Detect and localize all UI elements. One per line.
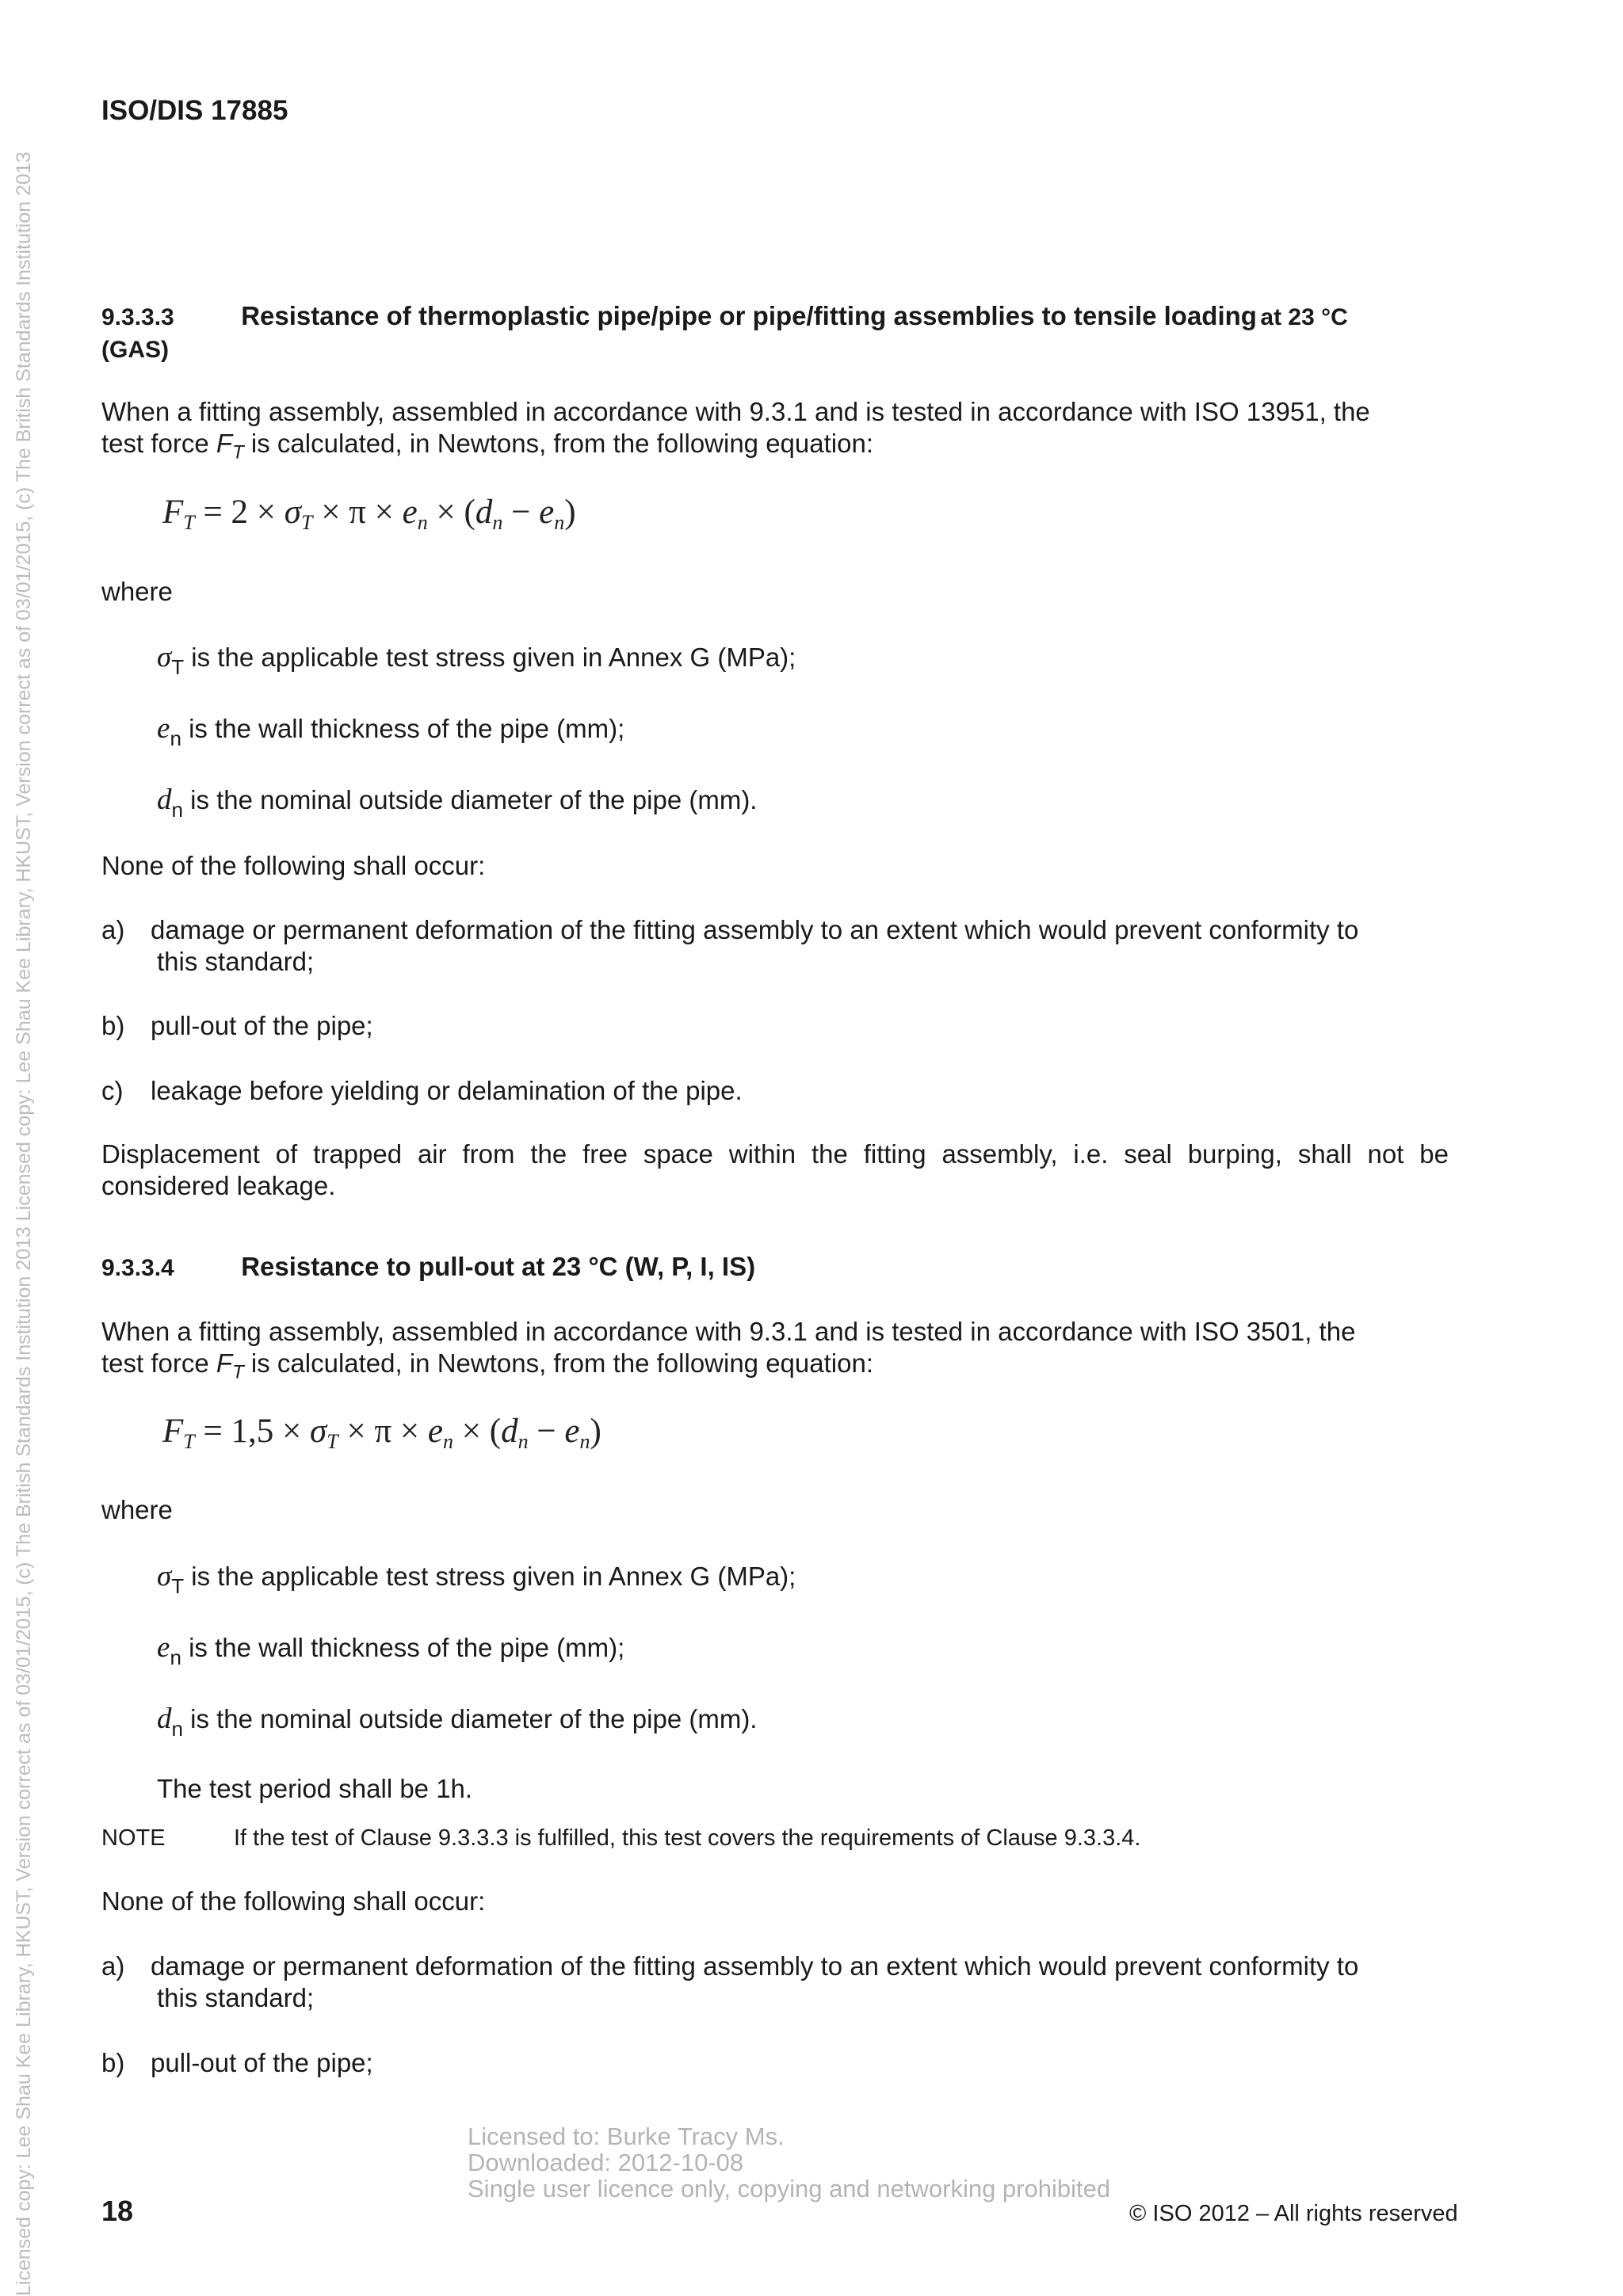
intro-text: test force (101, 429, 216, 458)
none-following: None of the following shall occur: (101, 851, 486, 880)
eq-lhs: F (162, 1413, 184, 1450)
test-period: The test period shall be 1h. (157, 1774, 473, 1803)
eq-d: d (501, 1413, 518, 1450)
document-id: ISO/DIS 17885 (101, 95, 288, 126)
def-text: is the wall thickness of the pipe (mm); (181, 714, 625, 743)
section-number: 9.3.3.4 (101, 1255, 174, 1281)
equation-1 (162, 493, 576, 535)
list-line: leakage before yielding or delamination of the pipe. (151, 1076, 743, 1105)
eq-sigma: σ (284, 494, 301, 531)
definition-e (157, 1631, 1504, 1669)
def-text: is the applicable test stress given in Annex G (MPa); (184, 643, 796, 672)
list-line: pull-out of the pipe; (151, 1011, 373, 1040)
eq-close: ) (564, 494, 576, 531)
def-text: is the applicable test stress given in Annex G (MPa); (184, 1562, 796, 1591)
intro-text-end: is calculated, in Newtons, from the following equation: (243, 429, 873, 458)
eq-e: e (427, 1413, 444, 1450)
eq-minus: − (511, 494, 531, 531)
eq-d: d (475, 494, 493, 531)
where-label: where (101, 577, 173, 606)
intro-line-2 (101, 428, 1449, 469)
eq-d-sub: n (517, 1430, 529, 1453)
license-line: Licensed to: Burke Tracy Ms. (468, 2122, 785, 2150)
eq-e2-sub: n (579, 1430, 590, 1453)
eq-e2-sub: n (554, 511, 565, 534)
definition-e (157, 712, 1504, 750)
equation-2 (162, 1412, 601, 1454)
displacement-paragraph (101, 1138, 1449, 1202)
var-F: $F_T$ (216, 1348, 244, 1383)
list-line: this standard; (157, 1983, 315, 2012)
def-sub: n (171, 798, 183, 822)
intro-text-end: is calculated, in Newtons, from the following equation: (243, 1348, 873, 1378)
def-text: is the wall thickness of the pipe (mm); (181, 1633, 625, 1662)
none-following: None of the following shall occur: (101, 1886, 486, 1916)
def-symbol: e (157, 712, 170, 745)
list-line: damage or permanent deformation of the fitting assembly to an extent which would prevent conformity to (151, 1951, 1359, 1981)
section-title-line2: (GAS) (101, 337, 169, 363)
intro-paragraph-2 (101, 1316, 1449, 1389)
copyright: © ISO 2012 – All rights reserved (1129, 2201, 1458, 2226)
note (101, 1824, 1449, 1852)
def-symbol: σ (157, 641, 172, 673)
list-item-c (101, 1075, 1449, 1107)
eq-equals: = 2 × (203, 494, 277, 531)
list-line: this standard; (157, 947, 315, 976)
eq-times-pi: × π × (346, 1413, 420, 1450)
intro-line-2 (101, 1348, 1449, 1389)
eq-e2: e (564, 1413, 580, 1450)
para-line: considered leakage. (101, 1171, 336, 1200)
note-label: NOTE (101, 1825, 166, 1851)
license-stamp (468, 2123, 1110, 2202)
eq-open: × ( (436, 494, 475, 531)
def-symbol: d (157, 784, 172, 816)
def-symbol: d (157, 1703, 172, 1735)
definition-sigma (157, 641, 1504, 679)
def-sub: n (171, 1717, 183, 1741)
eq-sigma-sub: T (300, 511, 313, 534)
eq-lhs-sub: T (183, 511, 195, 534)
eq-times-pi: × π × (321, 494, 394, 531)
def-sub: T (171, 655, 185, 679)
eq-sigma-sub: T (327, 1430, 338, 1453)
list-label: c) (101, 1076, 124, 1105)
list-line: damage or permanent deformation of the fitting assembly to an extent which would prevent conformity to (151, 915, 1359, 944)
eq-e: e (402, 494, 418, 531)
section-number: 9.3.3.3 (101, 304, 174, 330)
eq-e-sub: n (417, 511, 428, 534)
para-line: Displacement of trapped air from the free space within the fitting assembly, i.e. seal burping, shall not be (101, 1139, 1449, 1169)
list-text (151, 1951, 1450, 2014)
where-label: where (101, 1495, 173, 1524)
eq-equals: = 1,5 × (203, 1413, 302, 1450)
list-item-a (101, 1951, 1449, 2014)
def-sub: n (170, 1646, 181, 1669)
list-text (151, 914, 1450, 978)
eq-e-sub: n (443, 1430, 454, 1453)
list-label: b) (101, 2048, 125, 2077)
eq-d-sub: n (492, 511, 503, 534)
def-symbol: e (157, 1631, 170, 1664)
note-text: If the test of Clause 9.3.3.3 is fulfilled, this test covers the requirements of Clause 9.3.3.4. (234, 1825, 1141, 1851)
def-sub: n (170, 727, 181, 750)
license-line: Single user licence only, copying and networking prohibited (468, 2175, 1111, 2203)
list-line: pull-out of the pipe; (151, 2048, 373, 2077)
var-F: $F_T$ (216, 429, 244, 463)
def-sub: T (171, 1574, 185, 1598)
eq-sigma: σ (310, 1413, 327, 1450)
eq-e2: e (539, 494, 555, 531)
def-text: is the nominal outside diameter of the pipe (mm). (182, 1704, 758, 1733)
list-label: b) (101, 1011, 125, 1040)
def-text: is the nominal outside diameter of the pipe (mm). (182, 785, 758, 814)
eq-minus: − (537, 1413, 556, 1450)
list-item-b (101, 1010, 1449, 1042)
list-label: a) (101, 1951, 125, 1981)
license-line: Downloaded: 2012-10-08 (468, 2149, 744, 2176)
section-title: Resistance to pull-out at 23 °C (W, P, I, IS) (241, 1252, 756, 1281)
definition-d (157, 784, 1504, 822)
intro-line-1: When a fitting assembly, assembled in accordance with 9.3.1 and is tested in accordance with ISO 13951, the (101, 397, 1370, 426)
list-label: a) (101, 915, 125, 944)
list-item-b (101, 2047, 1449, 2079)
eq-open: × ( (461, 1413, 502, 1450)
section-heading-9334 (101, 1252, 1449, 1282)
list-item-a (101, 914, 1449, 978)
section-heading-9333 (101, 301, 1449, 331)
eq-lhs: F (162, 494, 184, 531)
def-symbol: σ (157, 1560, 172, 1592)
section-title-suffix: at 23 °C (1260, 304, 1348, 330)
definition-d (157, 1703, 1504, 1741)
side-license-watermark: Licensed copy: Lee Shau Kee Library, HKUST, Version correct as of 03/01/2015, (c) The British Standards Institution 2013 Licensed copy: Lee Shau Kee Library, HKUST, Version correct as of 03/01/2015, (c) The British Standards Institution 2013 (13, 151, 35, 2296)
eq-lhs-sub: T (183, 1430, 195, 1453)
definition-sigma (157, 1560, 1504, 1598)
section-title: Resistance of thermoplastic pipe/pipe or pipe/fitting assemblies to tensile loading (241, 301, 1257, 330)
intro-line-1: When a fitting assembly, assembled in accordance with 9.3.1 and is tested in accordance with ISO 3501, the (101, 1317, 1356, 1346)
eq-close: ) (590, 1413, 601, 1450)
page-number: 18 (101, 2195, 134, 2227)
intro-paragraph-1 (101, 396, 1449, 469)
intro-text: test force (101, 1348, 216, 1378)
